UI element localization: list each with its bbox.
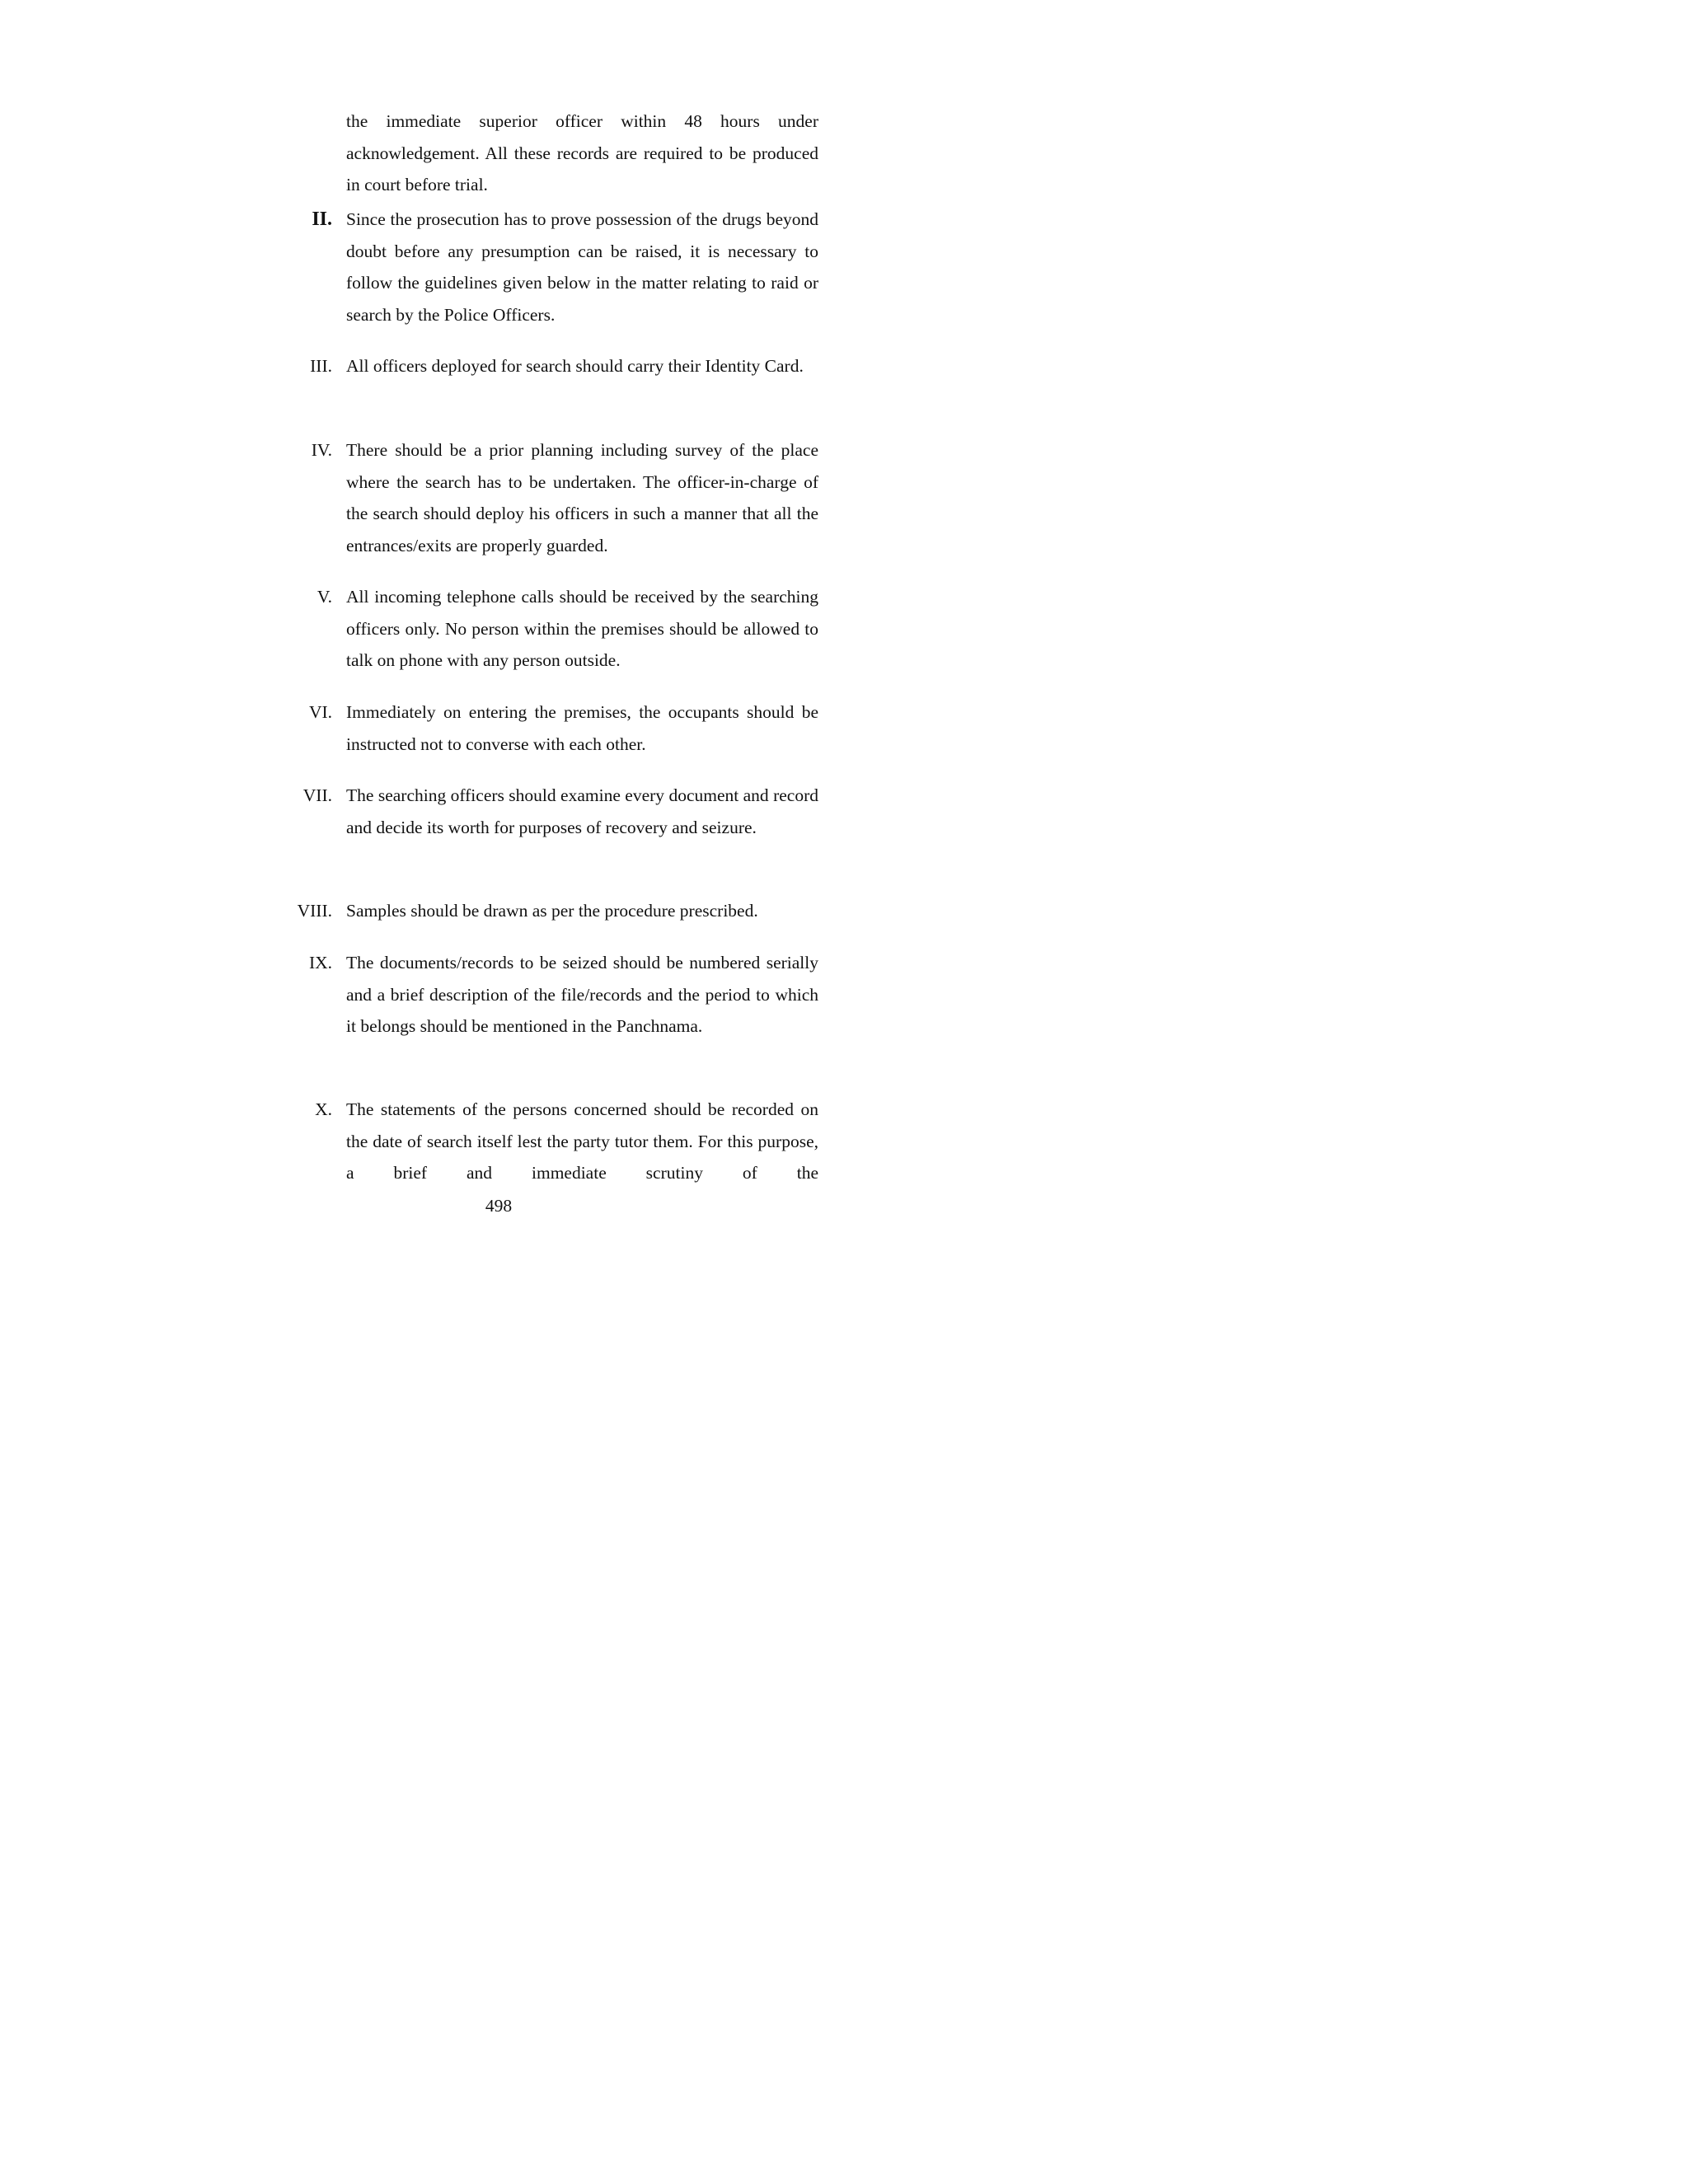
item-text-iii: All officers deployed for search should carry their Identity Card. (346, 356, 804, 376)
item-text-ix: The documents/records to be seized should be numbered serially and a brief description of the file/records and the period to which it belongs should be mentioned in the Panchnama. (346, 953, 818, 1037)
item-text-vii: The searching officers should examine every document and record and decide its worth for purposes of recovery and seizure. (346, 785, 818, 837)
item-text-x: The statements of the persons concerned should be recorded on the date of search itself lest the party tutor them. For this purpose, a brief and immediate scrutiny of the (346, 1099, 818, 1183)
item-numeral-iii: III. (310, 356, 332, 376)
item-numeral-ix: IX. (308, 953, 332, 972)
item-numeral-iv: IV. (311, 440, 332, 460)
item-numeral-ii: II. (312, 209, 332, 230)
item-numeral-x: X. (315, 1099, 332, 1119)
item-text-v: All incoming telephone calls should be received by the searching officers only. No person within the premises should be allowed to talk on phone with any person outside. (346, 587, 818, 671)
page-number: 498 (485, 1196, 513, 1216)
item-text-iv: There should be a prior planning including survey of the place where the search has to be undertaken. The officer-in-charge of the search should deploy his officers in such a manner that all the entrances/exits are properly guarded. (346, 440, 818, 555)
item-numeral-vii: VII. (302, 785, 332, 805)
item-numeral-vi: VI. (308, 702, 332, 722)
item-numeral-v: V. (316, 587, 332, 607)
item-numeral-viii: VIII. (297, 901, 332, 921)
item-text-viii: Samples should be drawn as per the procedure prescribed. (346, 901, 758, 921)
document-page (0, 0, 1009, 1305)
continuation-paragraph: the immediate superior officer within 48 hours under acknowledgement. All these records are required to be produced in court before trial. (346, 111, 818, 195)
item-text-vi: Immediately on entering the premises, the occupants should be instructed not to converse with each other. (346, 702, 818, 754)
item-text-ii: Since the prosecution has to prove possession of the drugs beyond doubt before any presumption can be raised, it is necessary to follow the guidelines given below in the matter relating to raid or search by the Police Officers. (346, 209, 818, 325)
